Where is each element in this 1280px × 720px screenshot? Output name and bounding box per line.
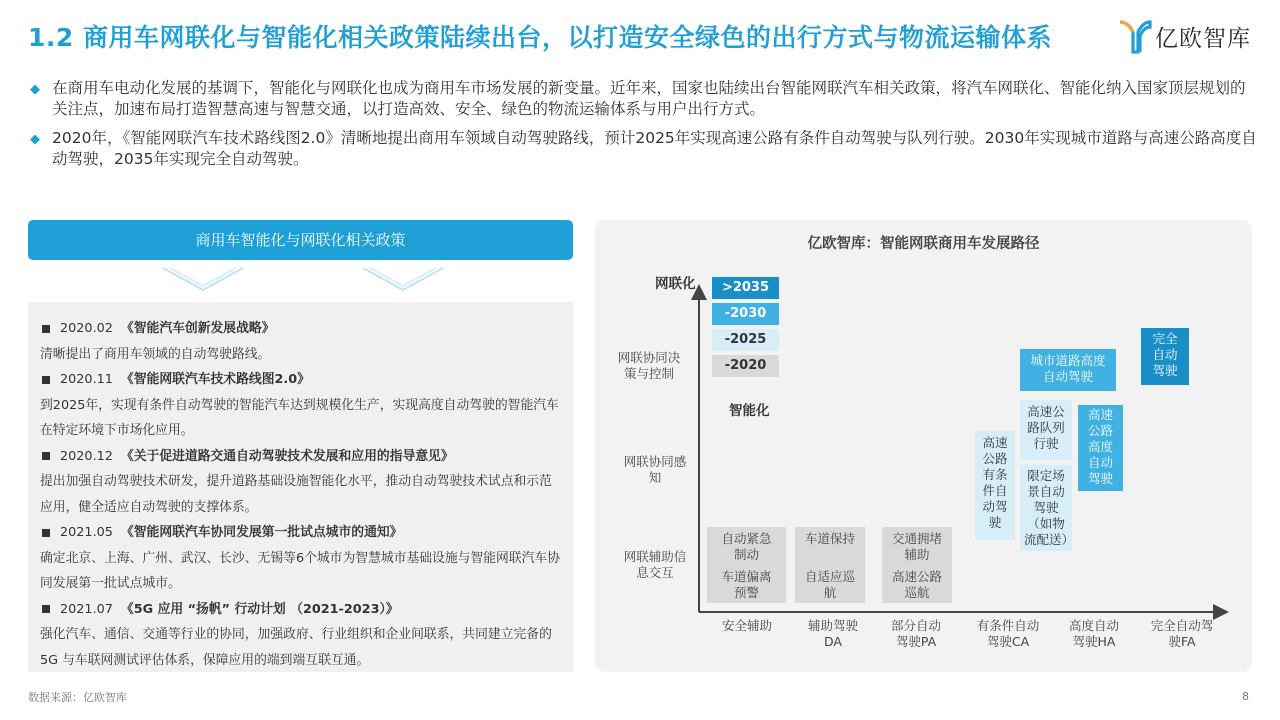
y-level-info: 网联辅助信息交互 [623, 549, 687, 580]
policy-item [40, 520, 561, 597]
box-label: 自动紧急制动 [721, 531, 772, 562]
legend-item-2030: -2030 [712, 303, 779, 325]
chevron-down-icon [158, 264, 448, 298]
x-axis-name: 智能化 [729, 403, 770, 419]
legend-item-2025: -2025 [712, 329, 779, 351]
box-fa: 完全自动驾驶 [1141, 328, 1189, 385]
policy-item [40, 597, 561, 674]
policy-desc: 强化汽车、通信、交通等行业的协同，加强政府、行业组织和企业间联系，共同建立完备的 5G 与车联网测试评估体系，保障应用的端到端互联互通。 [40, 627, 552, 668]
policy-panel [28, 220, 573, 672]
policy-name: 《智能网联汽车技术路线图2.0》 [120, 372, 310, 387]
box-label: 自适应巡航 [804, 569, 855, 600]
intro-bullets [30, 78, 1260, 178]
policy-item [40, 316, 561, 367]
policy-name: 《5G 应用 “扬帆” 行动计划 （2021-2023）》 [120, 601, 399, 617]
bullet-text: 在商用车电动化发展的基调下，智能化与网联化也成为商用车市场发展的新变量。近年来，国家也陆续出台智能网联汽车相关政策，将汽车网联化、智能化纳入国家顶层规划的关注点，加速布局打造智慧高速与智慧交通，以打造高效、安全、绿色的物流运输体系与用户出行方式。 [52, 79, 1246, 118]
logo-icon [1118, 18, 1152, 54]
diamond-icon: ◆ [30, 132, 40, 147]
x-level-safety: 安全辅助 [721, 618, 772, 633]
legend-item-gt2035: >2035 [712, 277, 779, 299]
box-ha-city: 城市道路高度自动驾驶 [1020, 349, 1116, 391]
policy-date: 2020.12 [60, 448, 113, 464]
data-source: 数据来源：亿欧智库 [28, 691, 127, 704]
diamond-icon: ◆ [30, 82, 40, 97]
y-level-perception: 网联协同感知 [623, 454, 687, 485]
bullet-item [30, 78, 1260, 120]
bullet-item [30, 128, 1260, 170]
x-level-ca: 有条件自动驾驶CA [976, 618, 1040, 649]
policy-date: 2021.07 [60, 601, 113, 617]
policy-date: 2021.05 [60, 525, 113, 540]
roadmap-panel [595, 220, 1252, 672]
square-bullet-icon [42, 529, 50, 537]
policy-name: 《智能汽车创新发展战略》 [120, 321, 275, 336]
page-title: 1.2 商用车网联化与智能化相关政策陆续出台，以打造安全绿色的出行方式与物流运输体系 [28, 23, 1052, 52]
policy-date: 2020.11 [60, 372, 113, 387]
policy-date: 2020.02 [60, 321, 113, 336]
square-bullet-icon [42, 605, 50, 613]
bullet-text: 2020年，《智能网联汽车技术路线图2.0》清晰地提出商用车领域自动驾驶路线，预计2025年实现高速公路有条件自动驾驶与队列行驶。2030年实现城市道路与高速公路高度自动驾驶，2035年实现完全自动驾驶。 [52, 129, 1257, 168]
box-label: 高速公路巡航 [891, 569, 942, 600]
x-level-ha: 高度自动驾驶HA [1068, 618, 1119, 649]
box-ca-platoon: 高速公路队列行驶 [1020, 400, 1072, 460]
box-da [795, 527, 865, 603]
policy-desc: 确定北京、上海、广州、武汉、长沙、无锡等6个城市为智慧城市基础设施与智能网联汽车协同发展第一批试点城市。 [40, 550, 561, 591]
logo [1118, 18, 1251, 54]
box-label: 交通拥堵辅助 [891, 531, 942, 562]
x-level-fa: 完全自动驾驶FA [1150, 618, 1214, 649]
box-ca-limited: 限定场景自动驾驶（如物流配送） [1020, 465, 1072, 551]
x-level-pa: 部分自动驾驶PA [890, 618, 941, 649]
box-label: 车道保持 [804, 531, 855, 546]
x-level-da: 辅助驾驶DA [807, 618, 858, 649]
square-bullet-icon [42, 376, 50, 384]
square-bullet-icon [42, 452, 50, 460]
policy-panel-title: 商用车智能化与网联化相关政策 [28, 220, 573, 260]
square-bullet-icon [42, 325, 50, 333]
policy-desc: 提出加强自动驾驶技术研发，提升道路基础设施智能化水平，推动自动驾驶技术试点和示范应用，健全适应自动驾驶的支撑体系。 [40, 474, 552, 515]
logo-text: 亿欧智库 [1155, 25, 1251, 52]
policy-item [40, 367, 561, 444]
y-axis-name: 网联化 [655, 276, 696, 292]
roadmap-title: 亿欧智库：智能网联商用车发展路径 [807, 236, 1040, 252]
y-level-decision: 网联协同决策与控制 [617, 350, 681, 381]
box-safety [707, 527, 786, 603]
box-ha-highway: 高速公路高度自动驾驶 [1078, 405, 1123, 491]
box-pa [882, 527, 952, 603]
policy-list [28, 302, 573, 672]
policy-desc: 到2025年，实现有条件自动驾驶的智能汽车达到规模化生产，实现高度自动驾驶的智能汽车在特定环境下市场化应用。 [40, 397, 559, 438]
box-ca-highway: 高速公路有条件自动驾驶 [975, 431, 1015, 540]
legend-item-2020: -2020 [712, 355, 779, 377]
policy-item [40, 444, 561, 521]
page-number: 8 [1242, 690, 1249, 703]
box-label: 车道偏离预警 [721, 569, 772, 600]
policy-name: 《智能网联汽车协同发展第一批试点城市的通知》 [120, 525, 403, 540]
policy-desc: 清晰提出了商用车领域的自动驾驶路线。 [40, 346, 271, 362]
policy-name: 《关于促进道路交通自动驾驶技术发展和应用的指导意见》 [120, 448, 454, 464]
